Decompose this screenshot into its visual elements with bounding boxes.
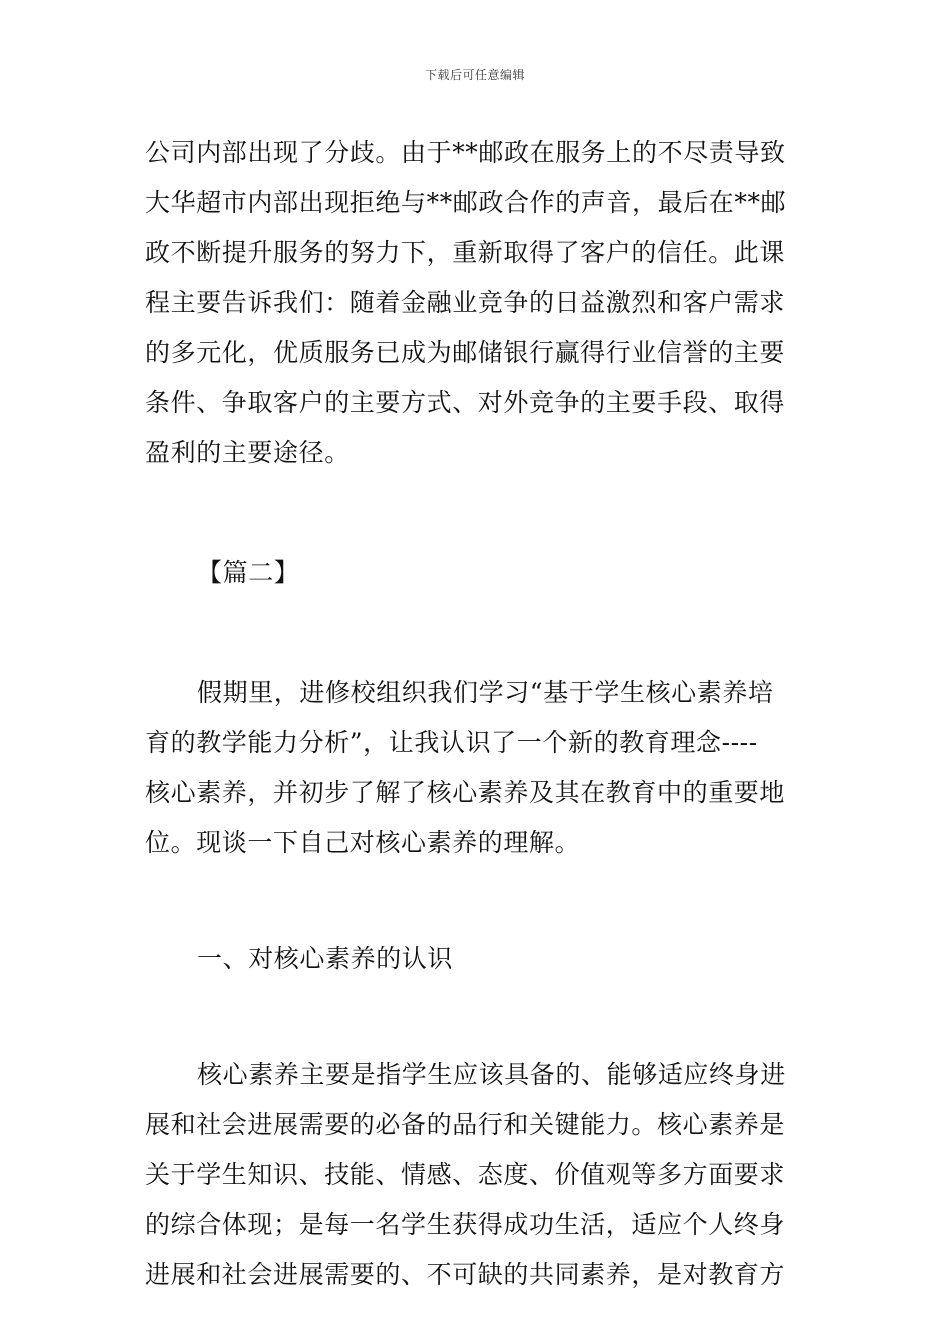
text-line: 程主要告诉我们：随着金融业竞争的日益激烈和客户需求 xyxy=(145,288,786,317)
text-line: 的综合体现；是每一名学生获得成功生活，适应个人终身 xyxy=(145,1210,786,1239)
text-line: 的多元化，优质服务已成为邮储银行赢得行业信誉的主要 xyxy=(145,338,786,367)
paragraph-intro xyxy=(145,668,807,868)
document-body xyxy=(145,128,807,1300)
text-line: 公司内部出现了分歧。由于**邮政在服务上的不尽责导致 xyxy=(145,138,786,167)
text-line: 展和社会进展需要的必备的品行和关键能力。核心素养是 xyxy=(145,1110,786,1139)
text-line: 盈利的主要途径。 xyxy=(145,438,350,467)
spacer xyxy=(145,478,807,548)
page-header: 下载后可任意编辑 xyxy=(424,68,525,82)
text-line: 政不断提升服务的努力下，重新取得了客户的信任。此课 xyxy=(145,238,786,267)
text-line: 假期里，进修校组织我们学习“基于学生核心素养培 xyxy=(197,678,774,707)
spacer xyxy=(145,598,807,668)
text-line: 育的教学能力分析”，让我认识了一个新的教育理念---- xyxy=(145,728,758,757)
section-heading: 【篇二】 xyxy=(197,558,300,587)
text-line: 进展和社会进展需要的、不可缺的共同素养，是对教育方 xyxy=(145,1260,786,1289)
paragraph-definition xyxy=(145,1050,807,1300)
spacer xyxy=(145,868,807,934)
subheading: 一、对核心素养的认识 xyxy=(197,944,454,973)
text-line: 条件、争取客户的主要方式、对外竞争的主要手段、取得 xyxy=(145,388,786,417)
text-line: 核心素养，并初步了解了核心素养及其在教育中的重要地 xyxy=(145,778,786,807)
paragraph-continuation xyxy=(145,128,807,478)
text-line: 大华超市内部出现拒绝与**邮政合作的声音，最后在**邮 xyxy=(145,188,787,217)
text-line: 核心素养主要是指学生应该具备的、能够适应终身进 xyxy=(197,1060,786,1089)
text-line: 关于学生知识、技能、情感、态度、价值观等多方面要求 xyxy=(145,1160,786,1189)
spacer xyxy=(145,984,807,1050)
text-line: 位。现谈一下自己对核心素养的理解。 xyxy=(145,828,581,857)
